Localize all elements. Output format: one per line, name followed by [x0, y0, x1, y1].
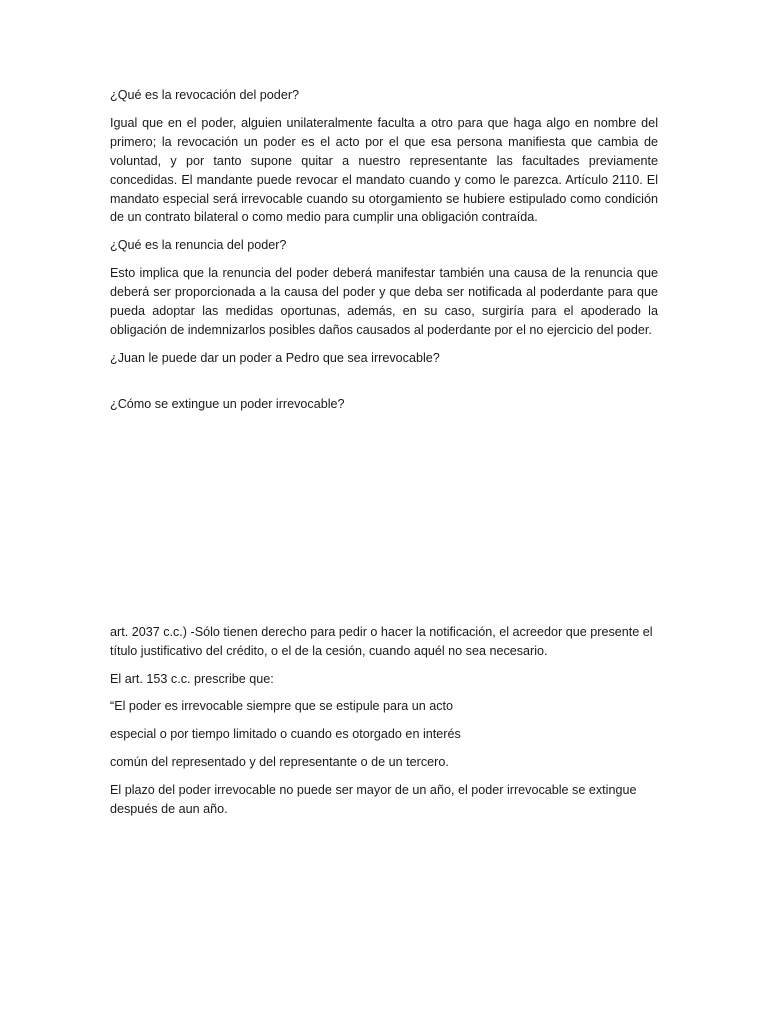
question-renuncia: ¿Qué es la renuncia del poder? — [110, 238, 287, 253]
question-extincion: ¿Cómo se extingue un poder irrevocable? — [110, 396, 345, 411]
question-juan-pedro: ¿Juan le puede dar un poder a Pedro que sea irrevocable? — [110, 350, 440, 365]
quote-line-3: común del representado y del representante o de un tercero. — [110, 755, 449, 770]
quote-line-1: “El poder es irrevocable siempre que se estipule para un acto — [110, 699, 454, 714]
question-revocacion: ¿Qué es la revocación del poder? — [110, 88, 300, 102]
blank-space — [110, 377, 658, 395]
quote-line-2: especial o por tiempo limitado o cuando es otorgado en interés — [110, 727, 461, 742]
paragraph-plazo: El plazo del poder irrevocable no puede ser mayor de un año, el poder irrevocable se extingue después de aun año. — [110, 783, 637, 817]
paragraph-art-2037: art. 2037 c.c.) -Sólo tienen derecho para pedir o hacer la notificación, el acreedor que presente el título justificativo del crédito, o el de la cesión, cuando aquél no sea necesario. — [110, 624, 653, 658]
blank-space-large — [110, 423, 658, 623]
paragraph-revocacion: Igual que en el poder, alguien unilateralmente faculta a otro para que haga algo en nombre del primero; la revocación un poder es el acto por el que esa persona manifiesta que cambia de voluntad, y por tanto supone quitar a nuestro representante las facultades previamente concedidas. El mandante puede revocar el mandato cuando y como le parezca. Artículo 2110. El mandato especial será irrevocable cuando su otorgamiento se hubiere estipulado como condición de un contrato bilateral o como medio para cumplir una obligación contraída. — [110, 115, 658, 225]
document-page — [110, 86, 658, 828]
paragraph-art-153-intro: El art. 153 c.c. prescribe que: — [110, 671, 274, 686]
paragraph-renuncia: Esto implica que la renuncia del poder deberá manifestar también una causa de la renuncia que deberá ser proporcionada a la causa del poder y que deba ser notificada al poderdante para que pueda adoptar las medidas oportunas, además, en su caso, surgiría para el apoderado la obligación de indemnizarlos posibles daños causados al poderdante por el no ejercicio del poder. — [110, 266, 658, 337]
